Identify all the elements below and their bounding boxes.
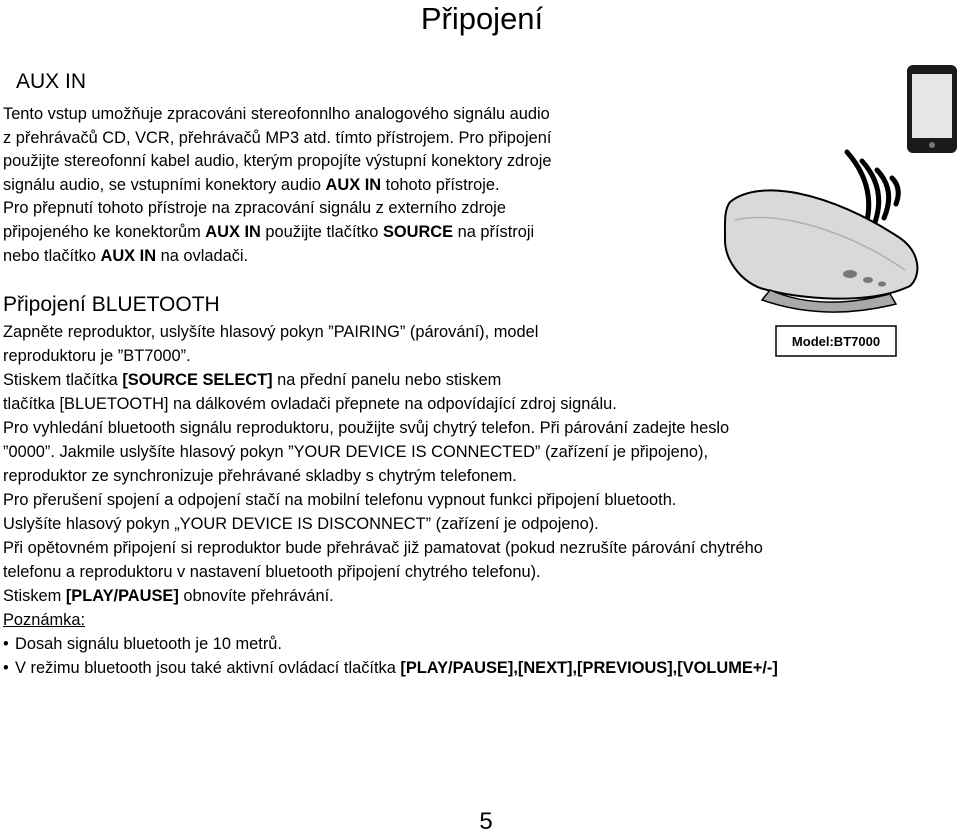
text-line: Tento vstup umožňuje zpracováni stereofonnlho analogového signálu audio — [3, 105, 550, 123]
model-label-text: Model:BT7000 — [791, 334, 881, 349]
text-line: Pro přerušení spojení a odpojení stačí na mobilní telefonu vypnout funkci připojení bluetooth. — [3, 491, 677, 509]
text-line: ”0000”. Jakmile uslyšíte hlasový pokyn ”YOUR DEVICE IS CONNECTED” (zařízení je připojeno), — [3, 443, 709, 461]
text-line: Pro přepnutí tohoto přístroje na zpracování signálu z externího zdroje — [3, 199, 506, 218]
smartphone-icon — [907, 65, 957, 153]
text-line: Při opětovném připojení si reproduktor bude přehrávač již pamatovat (pokud nezrušíte párování chytrého — [3, 539, 763, 557]
aux-in-text — [3, 103, 551, 268]
text-line: Stiskem tlačítka [SOURCE SELECT] na přední panelu nebo stiskem — [3, 371, 502, 389]
note-label: Poznámka: — [3, 611, 85, 629]
text-line: Uslyšíte hlasový pokyn „YOUR DEVICE IS DISCONNECT” (zařízení je odpojeno). — [3, 515, 599, 533]
text-line: z přehrávačů CD, VCR, přehrávačů MP3 atd. tímto přístrojem. Pro připojení — [3, 128, 552, 147]
aux-in-heading: AUX IN — [16, 70, 87, 93]
text-line: použijte stereofonní kabel audio, kterým propojíte výstupní konektory zdroje — [3, 152, 552, 171]
text-line: tlačítka [BLUETOOTH] na dálkovém ovladači přepnete na odpovídající zdroj signálu. — [3, 395, 617, 413]
model-label — [776, 326, 896, 356]
bluetooth-text — [3, 320, 778, 680]
bullet-item: • Dosah signálu bluetooth je 10 metrů. — [3, 632, 778, 656]
bluetooth-heading: Připojení BLUETOOTH — [3, 293, 220, 316]
page-title: Připojení — [420, 1, 544, 36]
text-line: Zapněte reproduktor, uslyšíte hlasový pokyn ”PAIRING” (párování), model — [3, 323, 539, 341]
text-line: reproduktor ze synchronizuje přehrávané skladby s chytrým telefonem. — [3, 467, 517, 485]
page-number: 5 — [479, 808, 493, 835]
text-line: nebo tlačítko AUX IN na ovladači. — [3, 246, 249, 265]
text-line: reproduktoru je ”BT7000”. — [3, 347, 191, 365]
text-line: telefonu a reproduktoru v nastavení bluetooth připojení chytrého telefonu). — [3, 563, 541, 581]
text-line: Pro vyhledání bluetooth signálu reproduktoru, použijte svůj chytrý telefon. Při párování zadejte heslo — [3, 419, 730, 437]
text-line: připojeného ke konektorům AUX IN použijte tlačítko SOURCE na přístroji — [3, 222, 535, 241]
text-line: signálu audio, se vstupními konektory audio AUX IN tohoto přístroje. — [3, 175, 500, 194]
text-line: Stiskem [PLAY/PAUSE] obnovíte přehrávání. — [3, 587, 334, 605]
bullet-item: • V režimu bluetooth jsou také aktivní ovládací tlačítka [PLAY/PAUSE],[NEXT],[PREVIOUS],[VOLUME+/-] — [3, 656, 778, 680]
speaker-phone-illustration — [700, 60, 960, 365]
